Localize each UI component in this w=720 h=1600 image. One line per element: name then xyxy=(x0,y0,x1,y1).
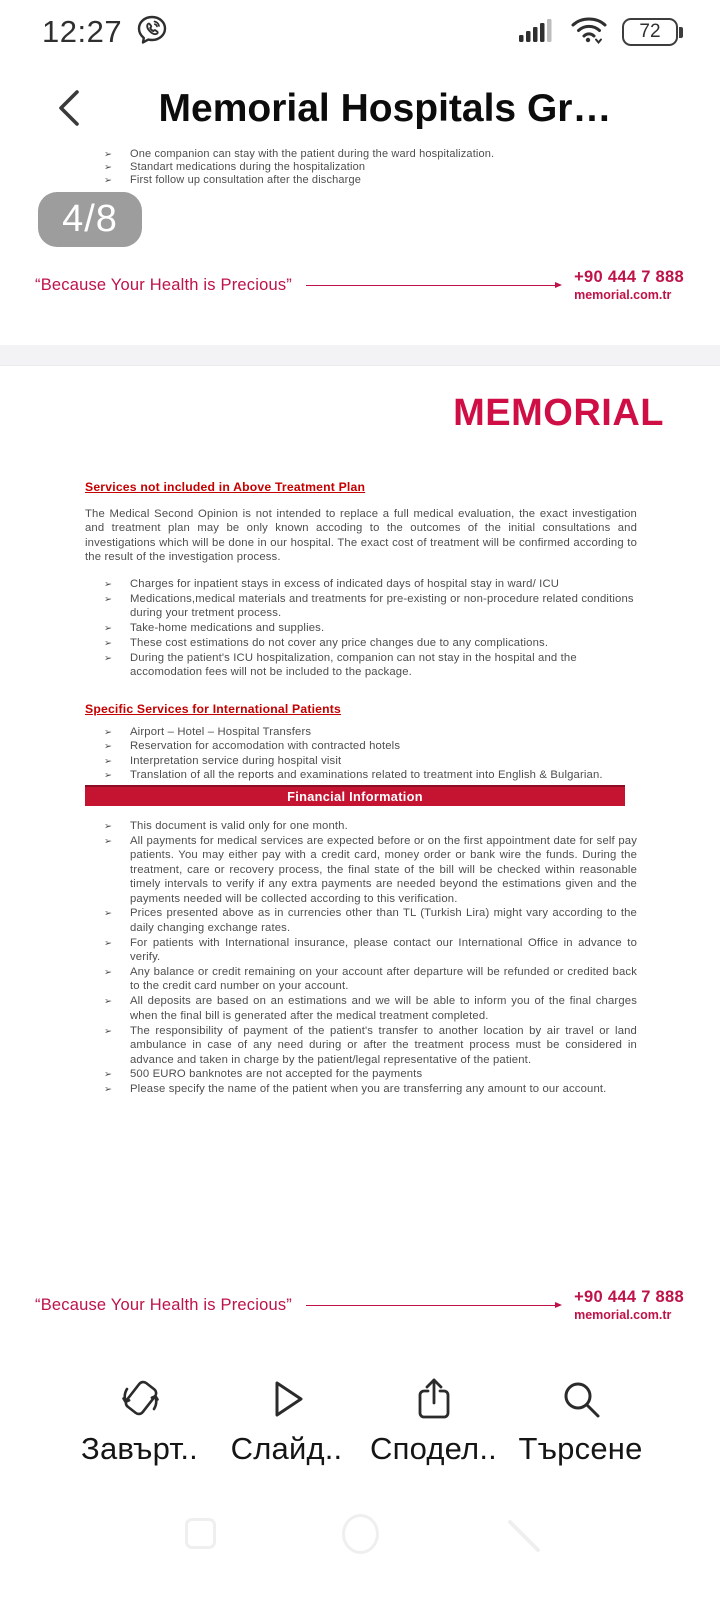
title-bar xyxy=(0,78,720,140)
viewer-toolbar xyxy=(0,1375,720,1490)
footer-website: memorial.com.tr xyxy=(574,288,672,303)
bullet-item: ➢ These cost estimations do not cover any price changes due to any complications. xyxy=(85,636,639,650)
financial-information-banner: Financial Information xyxy=(85,785,625,806)
page-gap-divider xyxy=(0,345,720,366)
back-button[interactable] xyxy=(48,86,92,130)
rotate-label: Завърт.. xyxy=(81,1431,198,1466)
slideshow-label: Слайд.. xyxy=(230,1431,343,1466)
bullet-item: ➢ The responsibility of payment of the patient's transfer to another location by air travel or land ambulance in case of any need during or after the treatment process must be considered in advance and taken in charge by the patient/legal representative of the patient. xyxy=(85,1024,637,1067)
bullet-item: ➢ First follow up consultation after the discharge xyxy=(85,174,645,187)
not-included-bullet-list xyxy=(85,577,639,680)
home-button[interactable] xyxy=(342,1514,379,1554)
rotate-button[interactable] xyxy=(66,1375,213,1467)
bullet-item: ➢ Prices presented above as in currencies other than TL (Turkish Lira) might vary according to the daily changing exchange rates. xyxy=(85,906,637,935)
bullet-item: ➢ All payments for medical services are expected before or on the first appointment date for self pay patients. You may either pay with a credit card, money order or bank wire the funds. During the treatment, care or recovery process, the final state of the bill will be checked within reasonable timely intervals to verify if any extra payments are needed beyond the estimations given and the payments needed will be collected according to this verification. xyxy=(85,834,637,906)
bullet-item: ➢ This document is valid only for one month. xyxy=(85,819,637,833)
share-icon xyxy=(410,1375,458,1423)
financial-bullet-list xyxy=(85,819,637,1097)
clock: 12:27 xyxy=(42,14,123,49)
footer-rule xyxy=(306,285,560,286)
footer-website: memorial.com.tr xyxy=(574,1308,672,1323)
viber-notification-icon xyxy=(134,12,170,53)
section-heading-international: Specific Services for International Patients xyxy=(85,702,342,716)
search-button[interactable] xyxy=(507,1375,654,1467)
footer-phone: +90 444 7 888 xyxy=(574,1288,684,1306)
footer-slogan: “Because Your Health is Precious” xyxy=(35,275,292,294)
recents-button[interactable] xyxy=(185,1518,216,1549)
footer-rule xyxy=(306,1305,560,1306)
document-footer xyxy=(35,268,684,303)
share-button[interactable] xyxy=(360,1375,507,1467)
bullet-item: ➢ Take-home medications and supplies. xyxy=(85,621,639,635)
slideshow-button[interactable] xyxy=(213,1375,360,1467)
bullet-item: ➢ Translation of all the reports and examinations related to treatment into English & Bulgarian. xyxy=(85,768,639,782)
footer-slogan: “Because Your Health is Precious” xyxy=(35,1295,292,1314)
international-bullet-list xyxy=(85,725,639,783)
package-bullet-list xyxy=(85,148,645,187)
wifi-icon xyxy=(569,15,609,50)
section-heading-not-included: Services not included in Above Treatment Plan xyxy=(85,480,366,494)
bullet-item: ➢ One companion can stay with the patient during the ward hospitalization. xyxy=(85,148,645,161)
document-page-main[interactable] xyxy=(0,366,720,1366)
bullet-item: ➢ Airport – Hotel – Hospital Transfers xyxy=(85,725,639,739)
bullet-item: ➢ Please specify the name of the patient when you are transferring any amount to our account. xyxy=(85,1082,637,1096)
android-nav-bar xyxy=(0,1512,720,1562)
bullet-item: ➢ During the patient's ICU hospitalization, companion can not stay in the hospital and the accomodation fees will not be included to the package. xyxy=(85,651,639,680)
battery-indicator xyxy=(622,18,678,46)
search-icon xyxy=(557,1375,605,1423)
rotate-icon xyxy=(115,1375,165,1423)
memorial-logo: MEMORIAL xyxy=(453,392,664,434)
bullet-item: ➢ Standart medications during the hospitalization xyxy=(85,161,645,174)
signal-strength-icon xyxy=(518,16,556,49)
nav-back-button[interactable] xyxy=(504,1514,544,1561)
search-label: Търсене xyxy=(518,1431,643,1466)
share-label: Сподел.. xyxy=(370,1431,497,1466)
document-footer xyxy=(35,1288,684,1323)
status-bar xyxy=(0,0,720,64)
bullet-item: ➢ Any balance or credit remaining on your account after departure will be refunded or credited back to the credit card number on your account. xyxy=(85,965,637,994)
document-page-top[interactable] xyxy=(0,140,720,345)
bullet-item: ➢ Charges for inpatient stays in excess of indicated days of hospital stay in ward/ ICU xyxy=(85,577,639,591)
battery-percent: 72 xyxy=(639,21,661,42)
bullet-item: ➢ Reservation for accomodation with contracted hotels xyxy=(85,739,639,753)
second-opinion-paragraph: The Medical Second Opinion is not intended to replace a full medical evaluation, the exact investigation and treatment plan may be only known accoding to the outcomes of the initial consultations and investigations which will be done in our hospital. The exact cost of treatment will be confirmed according to the result of the investigation process. xyxy=(85,508,637,564)
bullet-item: ➢ Medications,medical materials and treatments for pre-existing or non-procedure related conditions during your tretment process. xyxy=(85,592,639,621)
footer-phone: +90 444 7 888 xyxy=(574,268,684,286)
bullet-item: ➢ 500 EURO banknotes are not accepted for the payments xyxy=(85,1067,637,1081)
document-title: Memorial Hospitals Gr… xyxy=(158,87,612,130)
bullet-item: ➢ All deposits are based on an estimations and we will be able to inform you of the final charges when the final bill is generated after the medical treatment completed. xyxy=(85,994,637,1023)
bullet-item: ➢ Interpretation service during hospital visit xyxy=(85,754,639,768)
play-icon xyxy=(263,1375,311,1423)
page-number-badge: 4/8 xyxy=(38,192,142,247)
chevron-left-icon xyxy=(53,88,87,128)
bullet-item: ➢ For patients with International insurance, please contact our International Office in advance to verify. xyxy=(85,936,637,965)
